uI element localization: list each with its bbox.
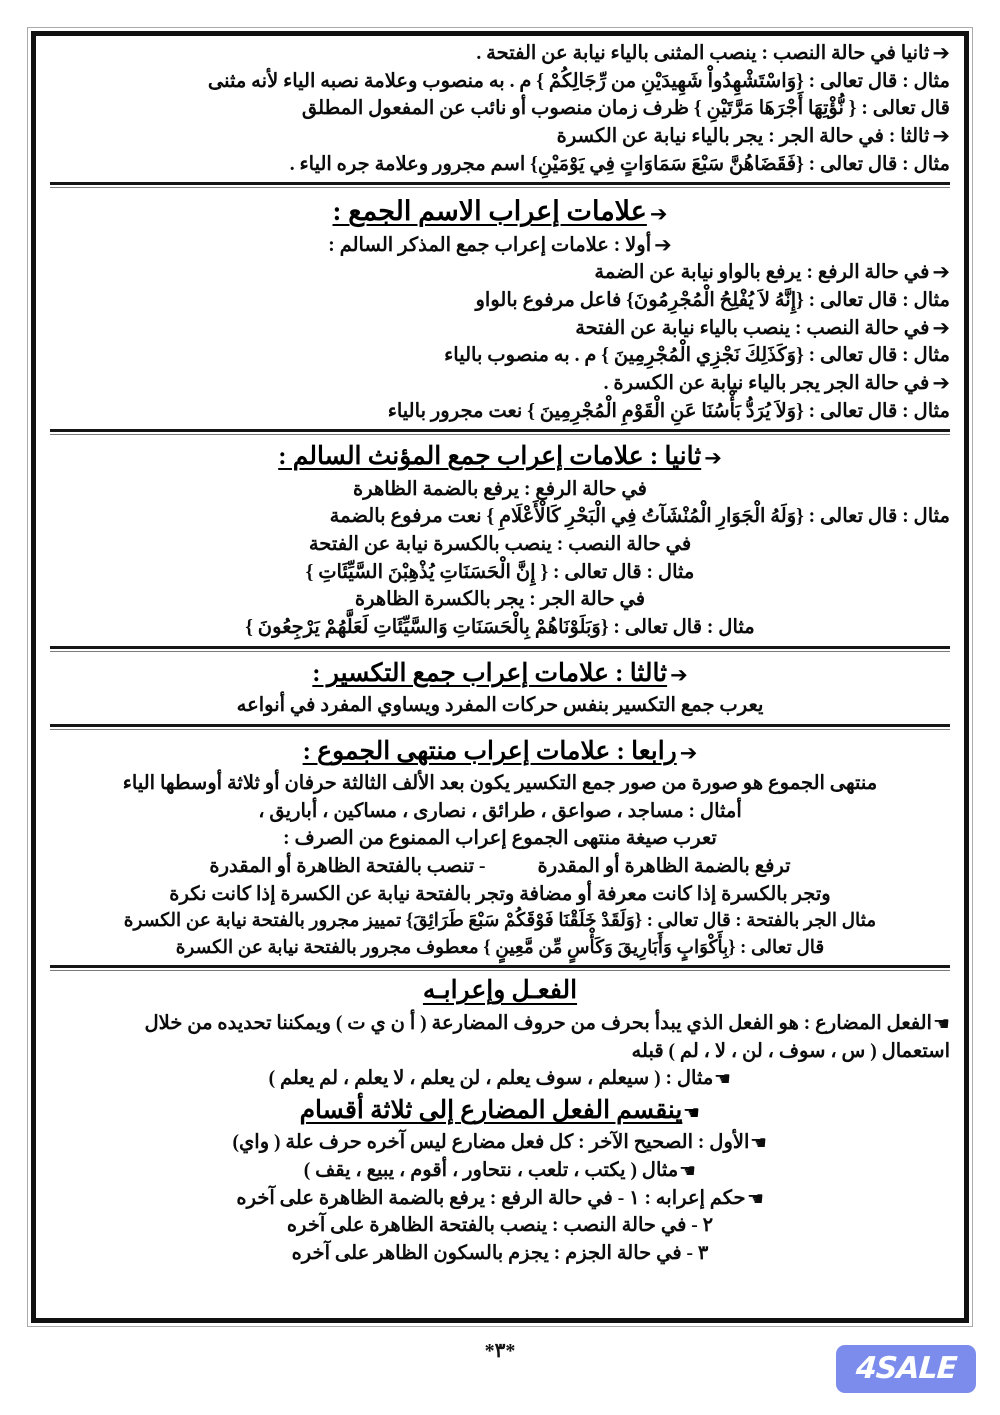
line-text: استعمال ( س ، سوف ، لن ، لا ، لم ) قبله [631,1040,950,1062]
line-text: تعرب صيغة منتهى الجموع إعراب الممنوع من الصرف : [283,828,717,850]
arrow-bullet-icon: ➔ [654,232,672,257]
line-text: مثال : قال تعالى : {وَلاَ يُرَدُّ بَأْسُنَا عَنِ الْقَوْمِ الْمُجْرِمِينَ } نعت مجرور بالياء [387,400,950,422]
arrow-bullet-icon: ➔ [932,41,950,65]
arrow-bullet-icon: ➔ [932,124,950,149]
arrow-bullet-icon: ➔ [932,260,950,285]
line-mudhakkar-raf [50,259,950,287]
watermark-4sale [836,1345,976,1393]
line-muntaha-jarr-rule [50,881,950,909]
line-muthanna-example-1 [50,68,950,96]
page-frame [31,31,969,1323]
line-text: مثال : قال تعالى : {فَقَضَاهُنَّ سَبْعَ سَمَاوَاتٍ فِي يَوْمَيْنِ} اسم مجرور وعلامة جره الياء . [289,153,950,175]
line-text: مثال الجر بالفتحة : قال تعالى : {وَلَقَدْ خَلَقْنَا فَوْقَكُمْ سَبْعَ طَرَائِقَ} تمييز مجرور بالفتحة نيابة عن الكسرة [123,911,877,932]
document-content [36,36,964,1268]
line-muannath-raf-example [50,503,950,531]
line-muannath-raf [50,476,950,504]
line-muntaha-irab-intro [50,825,950,853]
line-jam-taksir-rule [50,692,950,720]
line-text: قال تعالى : {بِأَكْوَابٍ وَأَبَارِيقَ وَكَأْسٍ مِّن مَّعِينٍ } معطوف مجرور بالفتحة نيابة عن الكسرة [175,937,825,958]
line-text: ٢ - في حالة النصب : ينصب بالفتحة الظاهرة على آخره [286,1215,714,1237]
line-text: في حالة النصب : ينصب بالياء نيابة عن الفتحة [575,317,930,339]
section-divider [50,646,950,652]
line-muthanna-jarr [50,123,950,151]
line-muntaha-jarr-example-2 [50,935,950,961]
hand-bullet-icon: ☛ [750,1132,768,1155]
line-mudhakkar-nasb-example [50,342,950,370]
line-text: الفعل المضارع : هو الفعل الذي يبدأ بحرف من حروف المضارعة ( أ ن ي ت ) ويمكننا تحديده من خلال [144,1012,932,1034]
section-jam-taksir [50,656,950,720]
title-text: الفعـل وإعرابـه [422,976,578,1004]
heading-jam-taksir [50,656,950,692]
line-text: في حالة الرفع : يرفع بالضمة الظاهرة [353,478,647,500]
line-text: حكم إعرابه : ١ - في حالة الرفع : يرفع بالضمة الظاهرة على آخره [236,1187,746,1209]
line-text: مثال : قال تعالى : {وَلَهُ الْجَوَارِ الْمُنْشَآتُ فِي الْبَحْرِ كَالْأَعْلَامِ } نعت مرفوع بالضمة [329,506,950,528]
heading-text: ثانيا : علامات إعراب جمع المؤنث السالم : [278,443,702,471]
line-text: أمثال : مساجد ، صواعق ، طرائق ، نصارى ، مساكين ، أباريق ، [258,800,742,822]
section-muannath-salim [50,439,950,641]
line-text: وتجر بالكسرة إذا كانت معرفة أو مضافة وتجر بالفتحة نيابة عن الكسرة إذا كانت نكرة [169,883,831,905]
section-divider [50,182,950,188]
line-text: مثال ( يكتب ، تلعب ، نتحاور ، أقوم ، يبيع ، يقف ) [303,1159,679,1181]
hand-bullet-icon: ☛ [746,1187,764,1210]
line-mudhakkar-nasb [50,315,950,343]
arrow-bullet-icon: ➔ [932,315,950,340]
heading-jam-noun [50,192,950,231]
line-muthanna-nasb [50,40,950,68]
watermark-text: 4SALE [854,1351,958,1386]
arrow-bullet-icon: ➔ [932,371,950,396]
line-text: مثال : قال تعالى : {وَكَذَلِكَ نَجْزِي الْمُجْرِمِينَ } م . به منصوب بالياء [444,345,950,367]
muntaha-raf-text: ترفع بالضمة الظاهرة أو المقدرة [537,856,791,878]
line-muntaha-definition [50,770,950,798]
line-muntaha-raf-nasb [50,853,950,881]
hand-bullet-icon: ☛ [714,1068,732,1091]
line-muntaha-jarr-example-1 [50,908,950,934]
hand-bullet-icon: ☛ [683,1101,701,1124]
section-jam-noun [50,192,950,425]
line-text: أولا : علامات إعراب جمع المذكر السالم : [328,234,652,256]
line-muannath-jarr-example [50,614,950,642]
subheading-text: ينقسم الفعل المضارع إلى ثلاثة أقسام [299,1096,683,1124]
page-number: *٣* [484,1340,516,1362]
line-mudhakkar-salim-intro [50,232,950,260]
line-hukm-irab-nasb [50,1212,950,1240]
line-text: قال تعالى : { نُّؤْتِهَا أَجْرَهَا مَرَّتَيْنِ } ظرف زمان منصوب أو نائب عن المفعول المطلق [301,98,950,120]
line-sahih-akhir-example [50,1157,950,1185]
line-text: مثال : قال تعالى : {إِنَّهُ لاَ يُفْلِحُ الْمُجْرِمُونَ} فاعل مرفوع بالواو [475,289,950,311]
heading-muannath-salim [50,439,950,475]
arrow-bullet-icon: ➔ [704,446,722,471]
line-mudari-usage [50,1038,950,1066]
arrow-bullet-icon: ➔ [679,740,698,765]
line-mudhakkar-jarr-example [50,398,950,426]
line-text: في حالة النصب : ينصب بالكسرة نيابة عن الفتحة [308,534,692,556]
section-divider [50,724,950,730]
heading-text: رابعا : علامات إعراب منتهى الجموع : [302,737,677,765]
line-muntaha-examples [50,798,950,826]
arrow-bullet-icon: ➔ [670,662,688,687]
line-text: يعرب جمع التكسير بنفس حركات المفرد ويساوي المفرد في أنواعه [236,695,764,717]
line-text: مثال : قال تعالى : { إِنَّ الْحَسَنَاتِ يُذْهِبْنَ السَّيِّئَاتِ } [305,561,695,583]
line-text: منتهى الجموع هو صورة من صور جمع التكسير يكون بعد الألف الثالثة حرفان أو ثلاثة أوسطها الياء [122,772,878,794]
section-divider [50,429,950,435]
line-mudari-definition [50,1010,950,1038]
heading-muntaha-jumou [50,734,950,770]
line-text: في حالة الرفع : يرفع بالواو نيابة عن الضمة [594,262,930,284]
subheading-mudari-divisions [50,1093,950,1129]
line-text: في حالة الجر يجر بالياء نيابة عن الكسرة . [603,373,930,395]
line-muannath-nasb-example [50,559,950,587]
heading-text: ثالثا : علامات إعراب جمع التكسير : [312,659,668,687]
section-divider [50,965,950,971]
hand-bullet-icon: ☛ [932,1012,950,1035]
line-muannath-nasb [50,531,950,559]
title-fil-wa-irabuh [50,975,950,1005]
line-text: في حالة الجر : يجر بالكسرة الظاهرة [354,589,646,611]
hand-bullet-icon: ☛ [679,1159,697,1182]
line-text: مثال : ( سيعلم ، سوف يعلم ، لن يعلم ، لا يعلم ، لم يعلم ) [268,1068,714,1090]
line-text: مثال : قال تعالى : {وَاسْتَشْهِدُواْ شَهِيدَيْنِ من رِّجَالِكُمْ } م . به منصوب وعلامة نصبه الياء لأنه مثنى [207,70,950,92]
line-mudhakkar-raf-example [50,287,950,315]
arrow-bullet-icon: ➔ [649,202,668,227]
line-sahih-akhir [50,1129,950,1157]
section-muntaha-jumou [50,734,950,961]
line-mudhakkar-jarr [50,370,950,398]
section-fil-wa-irabuh [50,975,950,1268]
line-hukm-irab-jazm [50,1240,950,1268]
heading-text: علامات إعراب الاسم الجمع : [332,196,647,227]
line-muthanna-example-3 [50,151,950,179]
line-text: الأول : الصحيح الآخر : كل فعل مضارع ليس آخره حرف علة ( واي) [232,1132,750,1154]
line-text: مثال : قال تعالى : {وَبَلَوْنَاهُمْ بِالْحَسَنَاتِ وَالسَّيِّئَاتِ لَعَلَّهُمْ يَرْجِعُونَ } [245,617,755,639]
line-muthanna-example-2 [50,95,950,123]
line-hukm-irab-raf [50,1185,950,1213]
line-mudari-example [50,1065,950,1093]
section-muthanna [50,40,950,178]
muntaha-nasb-text: - تنصب بالفتحة الظاهرة أو المقدرة [209,856,486,878]
line-text: ثالثا : في حالة الجر : يجر بالياء نيابة عن الكسرة [556,126,930,148]
line-text: ٣ - في حالة الجزم : يجزم بالسكون الظاهر على آخره [291,1242,709,1264]
line-muannath-jarr [50,586,950,614]
line-text: ثانيا في حالة النصب : ينصب المثنى بالياء نيابة عن الفتحة . [476,43,930,64]
